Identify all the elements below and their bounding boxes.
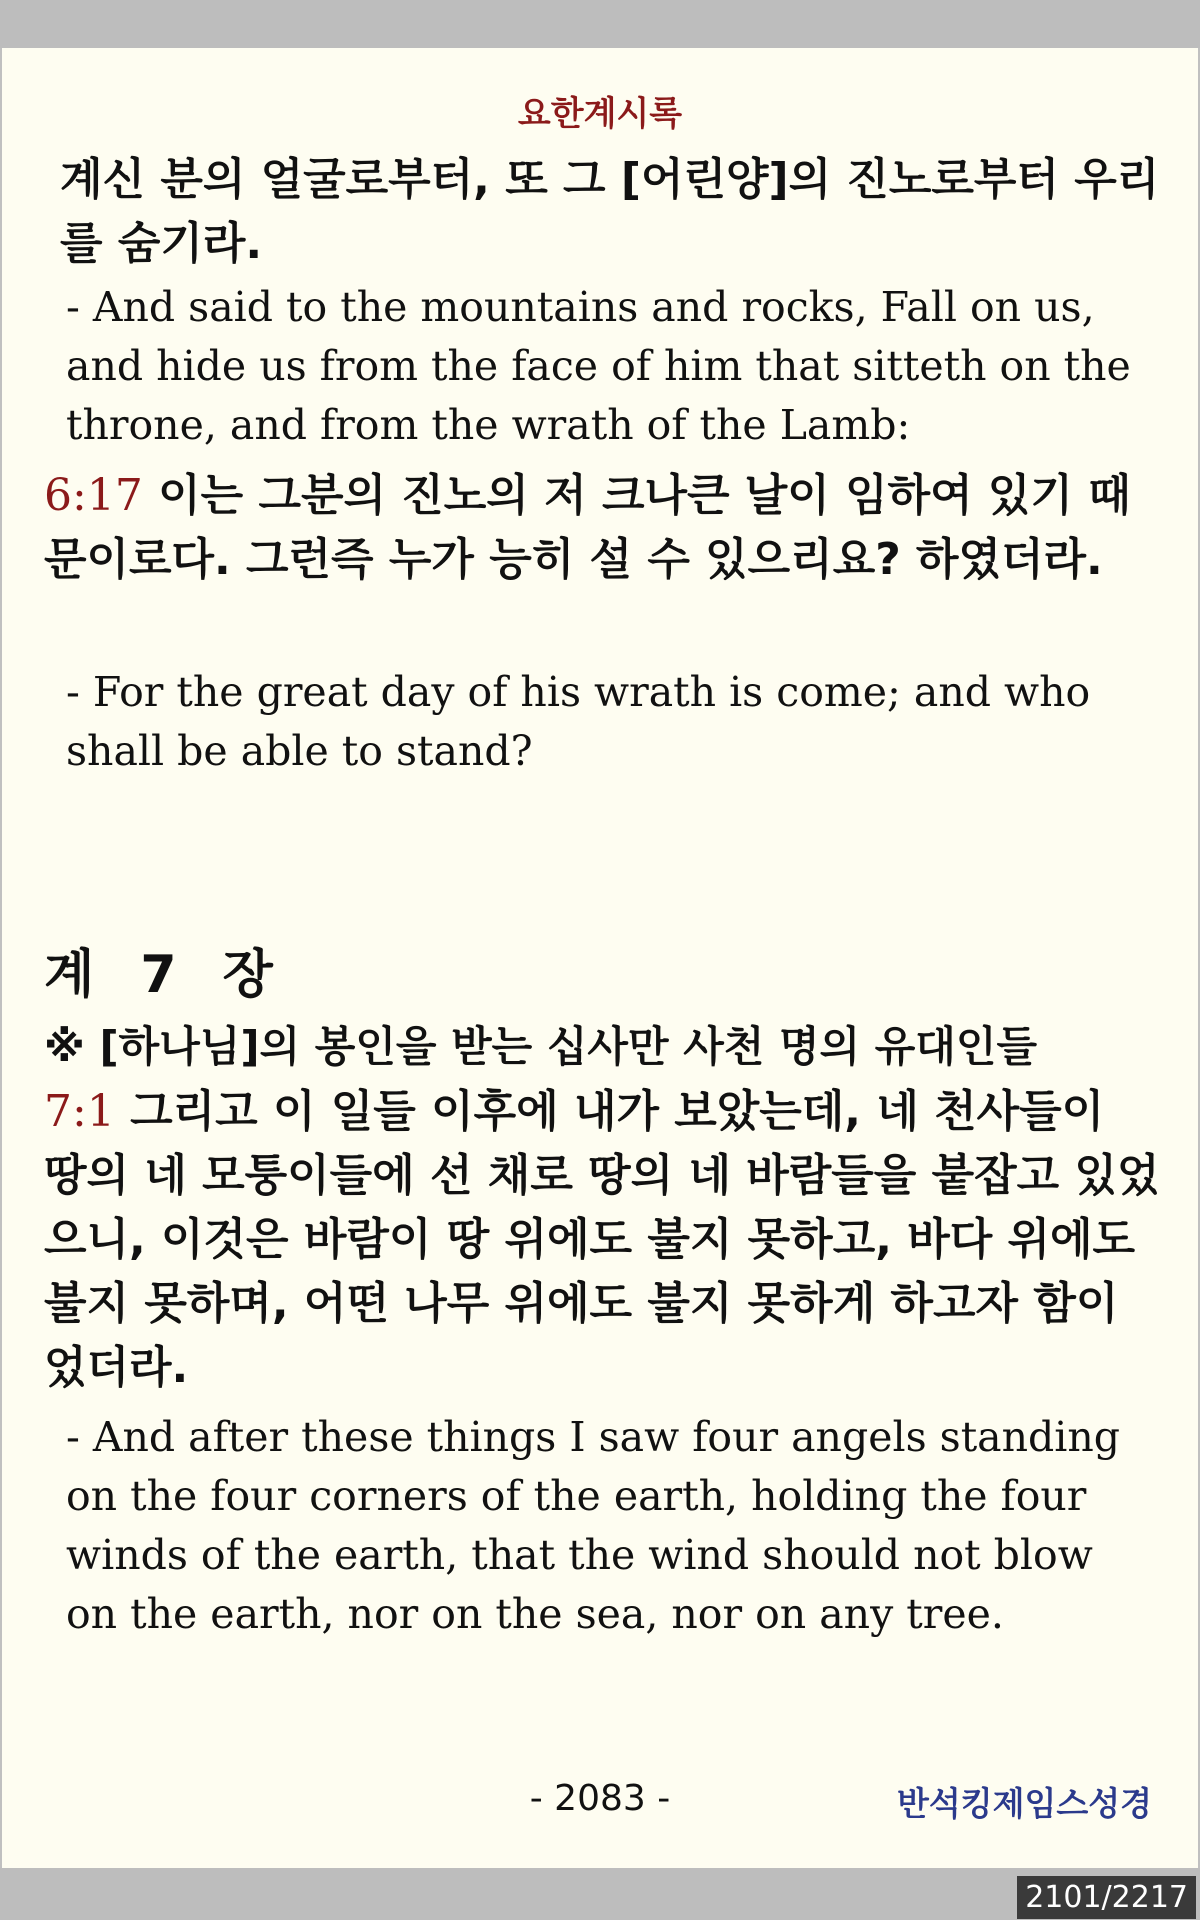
verse-6-17-korean — [44, 464, 1160, 592]
verse-number-6-17[interactable]: 6:17 — [44, 470, 143, 521]
verse-6-17-english: - For the great day of his wrath is come; and who shall be able to stand? — [66, 668, 1091, 775]
bible-edition-name: 반석킹제임스성경 — [896, 1784, 1152, 1823]
page-counter: 2101/2217 — [1017, 1876, 1196, 1919]
verse-6-16-korean-continuation: 계신 분의 얼굴로부터, 또 그 [어린양]의 진노로부터 우리를 숨기라. — [60, 154, 1160, 269]
verse-number-7-1[interactable]: 7:1 — [44, 1086, 115, 1137]
page-number: - 2083 - — [529, 1778, 671, 1819]
bible-page[interactable] — [2, 48, 1198, 1868]
verse-6-16-english: - And said to the mountains and rocks, Fall on us, and hide us from the face of him that sitteth on the throne, and from the wrath of the Lamb: — [66, 283, 1131, 449]
verse-7-1-korean — [44, 1080, 1160, 1400]
book-title: 요한계시록 — [517, 94, 683, 134]
verse-7-1-korean-text: 그리고 이 일들 이후에 내가 보았는데, 네 천사들이 땅의 네 모퉁이들에 선 채로 땅의 네 바람들을 붙잡고 있었으니, 이것은 바람이 땅 위에도 불지 못하고, 바다 위에도 불지 못하며, 어떤 나무 위에도 불지 못하게 하고자 함이었더라. — [44, 1086, 1160, 1393]
top-status-bar — [0, 0, 1200, 48]
verse-7-1-english: - And after these things I saw four angels standing on the four corners of the earth, holding the four winds of the earth, that the wind should not blow on the earth, nor on the sea, nor on any tree. — [66, 1413, 1121, 1638]
chapter-heading: 계 7 장 — [44, 945, 287, 1005]
verse-6-17-korean-text: 이는 그분의 진노의 저 크나큰 날이 임하여 있기 때문이로다. 그런즉 누가 능히 설 수 있으리요? 하였더라. — [44, 470, 1131, 585]
section-heading: ※ [하나님]의 봉인을 받는 십사만 사천 명의 유대인들 — [44, 1022, 1038, 1071]
